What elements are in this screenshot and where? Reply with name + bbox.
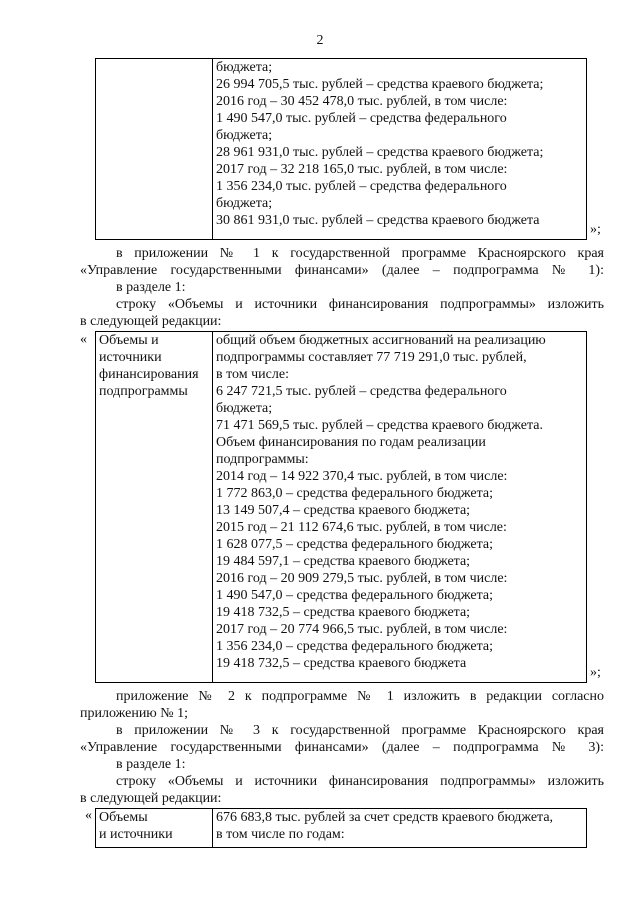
table-line: бюджета;	[216, 128, 273, 143]
paragraph-line: в разделе 1:	[116, 280, 186, 295]
table-line: общий объем бюджетных ассигнований на реализацию	[216, 333, 546, 348]
table-line: в том числе по годам:	[216, 827, 345, 842]
open-quote: «	[80, 332, 87, 347]
table-right-cell	[213, 809, 587, 848]
table-line: подпрограммы составляет 77 719 291,0 тыс. рублей,	[216, 350, 527, 365]
table-line: подпрограммы:	[216, 452, 309, 467]
funding-table-subprogram-3	[95, 808, 587, 848]
table-line: 26 994 705,5 тыс. рублей – средства краевого бюджета;	[216, 77, 544, 92]
table-line: 1 490 547,0 тыс. рублей – средства федерального	[216, 111, 507, 126]
table-line: 2016 год – 20 909 279,5 тыс. рублей, в том числе:	[216, 571, 508, 586]
funding-table-subprogram-1	[95, 331, 587, 683]
table-line: 19 484 597,1 – средства краевого бюджета;	[216, 554, 471, 569]
table-line: 2017 год – 20 774 966,5 тыс. рублей, в том числе:	[216, 622, 508, 637]
table-line: бюджета;	[216, 60, 273, 75]
table-line: 2017 год – 32 218 165,0 тыс. рублей, в том числе:	[216, 162, 508, 177]
close-quote: »;	[590, 222, 601, 237]
paragraph-line: в следующей редакции:	[80, 791, 222, 806]
close-quote: »;	[590, 665, 601, 680]
paragraph-line: в приложении № 3 к государственной программе Красноярского края	[116, 723, 604, 738]
table-right-cell	[213, 332, 587, 683]
table-line: 19 418 732,5 – средства краевого бюджета	[216, 656, 467, 671]
table-line: 71 471 569,5 тыс. рублей – средства краевого бюджета.	[216, 418, 544, 433]
table-line: 1 356 234,0 тыс. рублей – средства федерального	[216, 179, 507, 194]
page-number: 2	[316, 33, 324, 48]
table-left-cell	[96, 809, 213, 848]
table-line: 30 861 931,0 тыс. рублей – средства краевого бюджета	[216, 213, 540, 228]
paragraph-line: строку «Объемы и источники финансирования подпрограммы» изложить	[116, 774, 604, 789]
paragraph-line: в разделе 1:	[116, 757, 186, 772]
table-label-line: источники	[99, 350, 162, 365]
table-line: 2015 год – 21 112 674,6 тыс. рублей, в том числе:	[216, 520, 507, 535]
funding-table-continued	[95, 58, 587, 240]
table-line: 1 490 547,0 – средства федерального бюджета;	[216, 588, 493, 603]
table-label-line: финансирования	[99, 367, 199, 382]
table-left-cell	[96, 332, 213, 683]
table-label-line: Объемы и	[99, 333, 159, 348]
table-line: Объем финансирования по годам реализации	[216, 435, 486, 450]
table-line: 6 247 721,5 тыс. рублей – средства федерального	[216, 384, 507, 399]
table-line: 2016 год – 30 452 478,0 тыс. рублей, в том числе:	[216, 94, 508, 109]
paragraph-line: в следующей редакции:	[80, 314, 222, 329]
paragraph-line: в приложении № 1 к государственной программе Красноярского края	[116, 246, 604, 261]
table-line: 13 149 507,4 – средства краевого бюджета;	[216, 503, 471, 518]
open-quote: «	[85, 808, 92, 823]
table-line: 676 683,8 тыс. рублей за счет средств краевого бюджета,	[216, 810, 554, 825]
table-label-line: подпрограммы	[99, 384, 188, 399]
paragraph-line: приложению № 1;	[80, 706, 189, 721]
table-line: 2014 год – 14 922 370,4 тыс. рублей, в том числе:	[216, 469, 508, 484]
table-label-line: Объемы	[99, 810, 148, 825]
table-line: 28 961 931,0 тыс. рублей – средства краевого бюджета;	[216, 145, 544, 160]
paragraph-line: «Управление государственными финансами» (далее – подпрограмма № 1):	[80, 263, 604, 278]
table-line: бюджета;	[216, 401, 273, 416]
table-line: в том числе:	[216, 367, 289, 382]
table-line: 1 772 863,0 – средства федерального бюджета;	[216, 486, 493, 501]
paragraph-line: приложение № 2 к подпрограмме № 1 изложить в редакции согласно	[116, 689, 604, 704]
table-line: 1 628 077,5 – средства федерального бюджета;	[216, 537, 493, 552]
paragraph-line: «Управление государственными финансами» (далее – подпрограмма № 3):	[80, 740, 604, 755]
table-left-cell	[96, 59, 213, 240]
paragraph-line: строку «Объемы и источники финансирования подпрограммы» изложить	[116, 297, 604, 312]
table-label-line: и источники	[99, 827, 173, 842]
table-right-cell	[213, 59, 587, 240]
table-line: 1 356 234,0 – средства федерального бюджета;	[216, 639, 493, 654]
table-line: бюджета;	[216, 196, 273, 211]
table-line: 19 418 732,5 – средства краевого бюджета;	[216, 605, 471, 620]
